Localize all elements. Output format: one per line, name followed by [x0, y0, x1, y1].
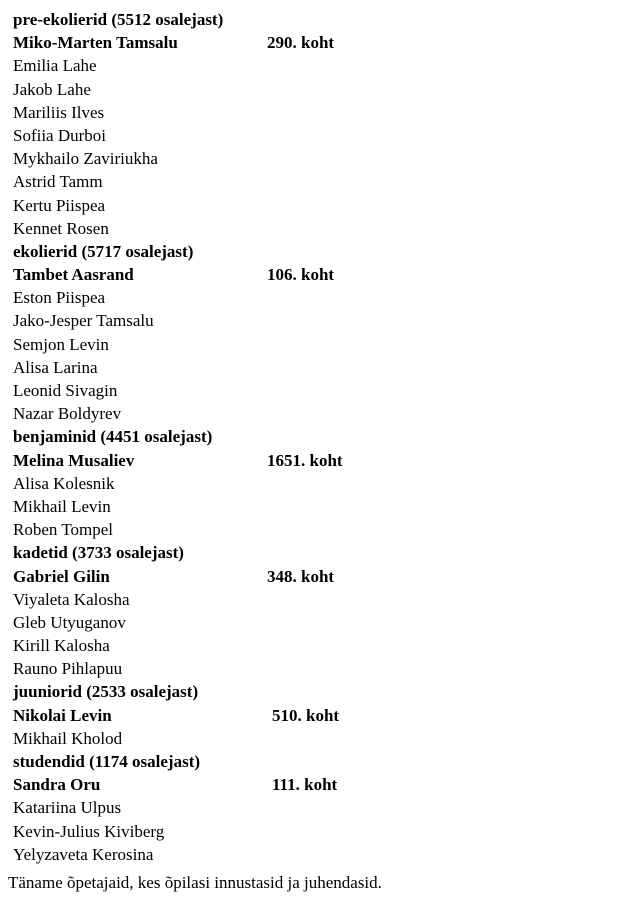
top-student-row — [13, 263, 613, 286]
student-name: Mariliis Ilves — [13, 102, 105, 122]
student-name: Sofiia Durboi — [13, 125, 107, 145]
student-name: Semjon Levin — [13, 334, 109, 354]
student-name: Nazar Boldyrev — [13, 404, 122, 424]
placement: 510. koht — [272, 705, 340, 725]
student-name: Roben Tompel — [13, 520, 114, 540]
top-student-row — [13, 565, 613, 588]
placement: 1651. koht — [267, 450, 343, 470]
age-group-section — [13, 680, 613, 750]
student-name: Kertu Piispea — [13, 195, 106, 215]
placement: 348. koht — [267, 566, 335, 586]
student-name: Jako-Jesper Tamsalu — [13, 311, 154, 331]
student-name: Emilia Lahe — [13, 56, 97, 76]
top-student-name: Nikolai Levin — [13, 705, 112, 725]
student-name: Jakob Lahe — [13, 79, 91, 99]
student-name: Astrid Tamm — [13, 172, 103, 192]
top-student-row — [13, 31, 613, 54]
age-group-heading: ekolierid (5717 osalejast) — [13, 241, 194, 261]
age-group-section — [13, 541, 613, 680]
student-name: Leonid Sivagin — [13, 381, 118, 400]
results-list — [13, 8, 613, 866]
top-student-name: Gabriel Gilin — [13, 566, 110, 586]
top-student-name: Sandra Oru — [13, 775, 101, 795]
age-group-section — [13, 425, 613, 541]
student-name: Mykhailo Zaviriukha — [13, 149, 158, 169]
top-student-row — [13, 449, 613, 472]
student-name: Mikhail Kholod — [13, 728, 123, 748]
student-name: Kirill Kalosha — [13, 636, 110, 656]
top-student-row — [13, 704, 613, 727]
student-name: Kennet Rosen — [13, 218, 109, 238]
age-group-heading: juuniorid (2533 osalejast) — [13, 682, 199, 702]
student-name: Gleb Utyuganov — [13, 612, 126, 632]
age-group-section — [13, 240, 613, 426]
age-group-heading: pre-ekolierid (5512 osalejast) — [13, 10, 224, 29]
student-name: Mikhail Levin — [13, 496, 111, 516]
age-group-section — [13, 8, 613, 240]
student-name: Viyaleta Kalosha — [13, 589, 130, 609]
student-name: Katariina Ulpus — [13, 798, 122, 818]
student-name: Kevin-Julius Kiviberg — [13, 821, 165, 841]
top-student-row — [13, 773, 613, 796]
student-name: Alisa Kolesnik — [13, 473, 115, 493]
placement: 290. koht — [267, 33, 335, 53]
student-name: Yelyzaveta Kerosina — [13, 844, 154, 864]
age-group-heading: studendid (1174 osalejast) — [13, 752, 201, 771]
age-group-heading: kadetid (3733 osalejast) — [13, 543, 184, 563]
age-group-section — [13, 750, 613, 866]
student-name: Rauno Pihlapuu — [13, 659, 123, 679]
top-student-name: Miko-Marten Tamsalu — [13, 33, 178, 53]
placement: 111. koht — [272, 775, 338, 795]
thanks-note: Täname õpetajaid, kes õpilasi innustasid ja juhendasid. — [8, 873, 382, 892]
top-student-name: Tambet Aasrand — [13, 265, 134, 285]
top-student-name: Melina Musaliev — [13, 450, 135, 470]
student-name: Alisa Larina — [13, 357, 98, 377]
placement: 106. koht — [267, 265, 335, 285]
age-group-heading: benjaminid (4451 osalejast) — [13, 427, 213, 447]
student-name: Eston Piispea — [13, 288, 106, 308]
